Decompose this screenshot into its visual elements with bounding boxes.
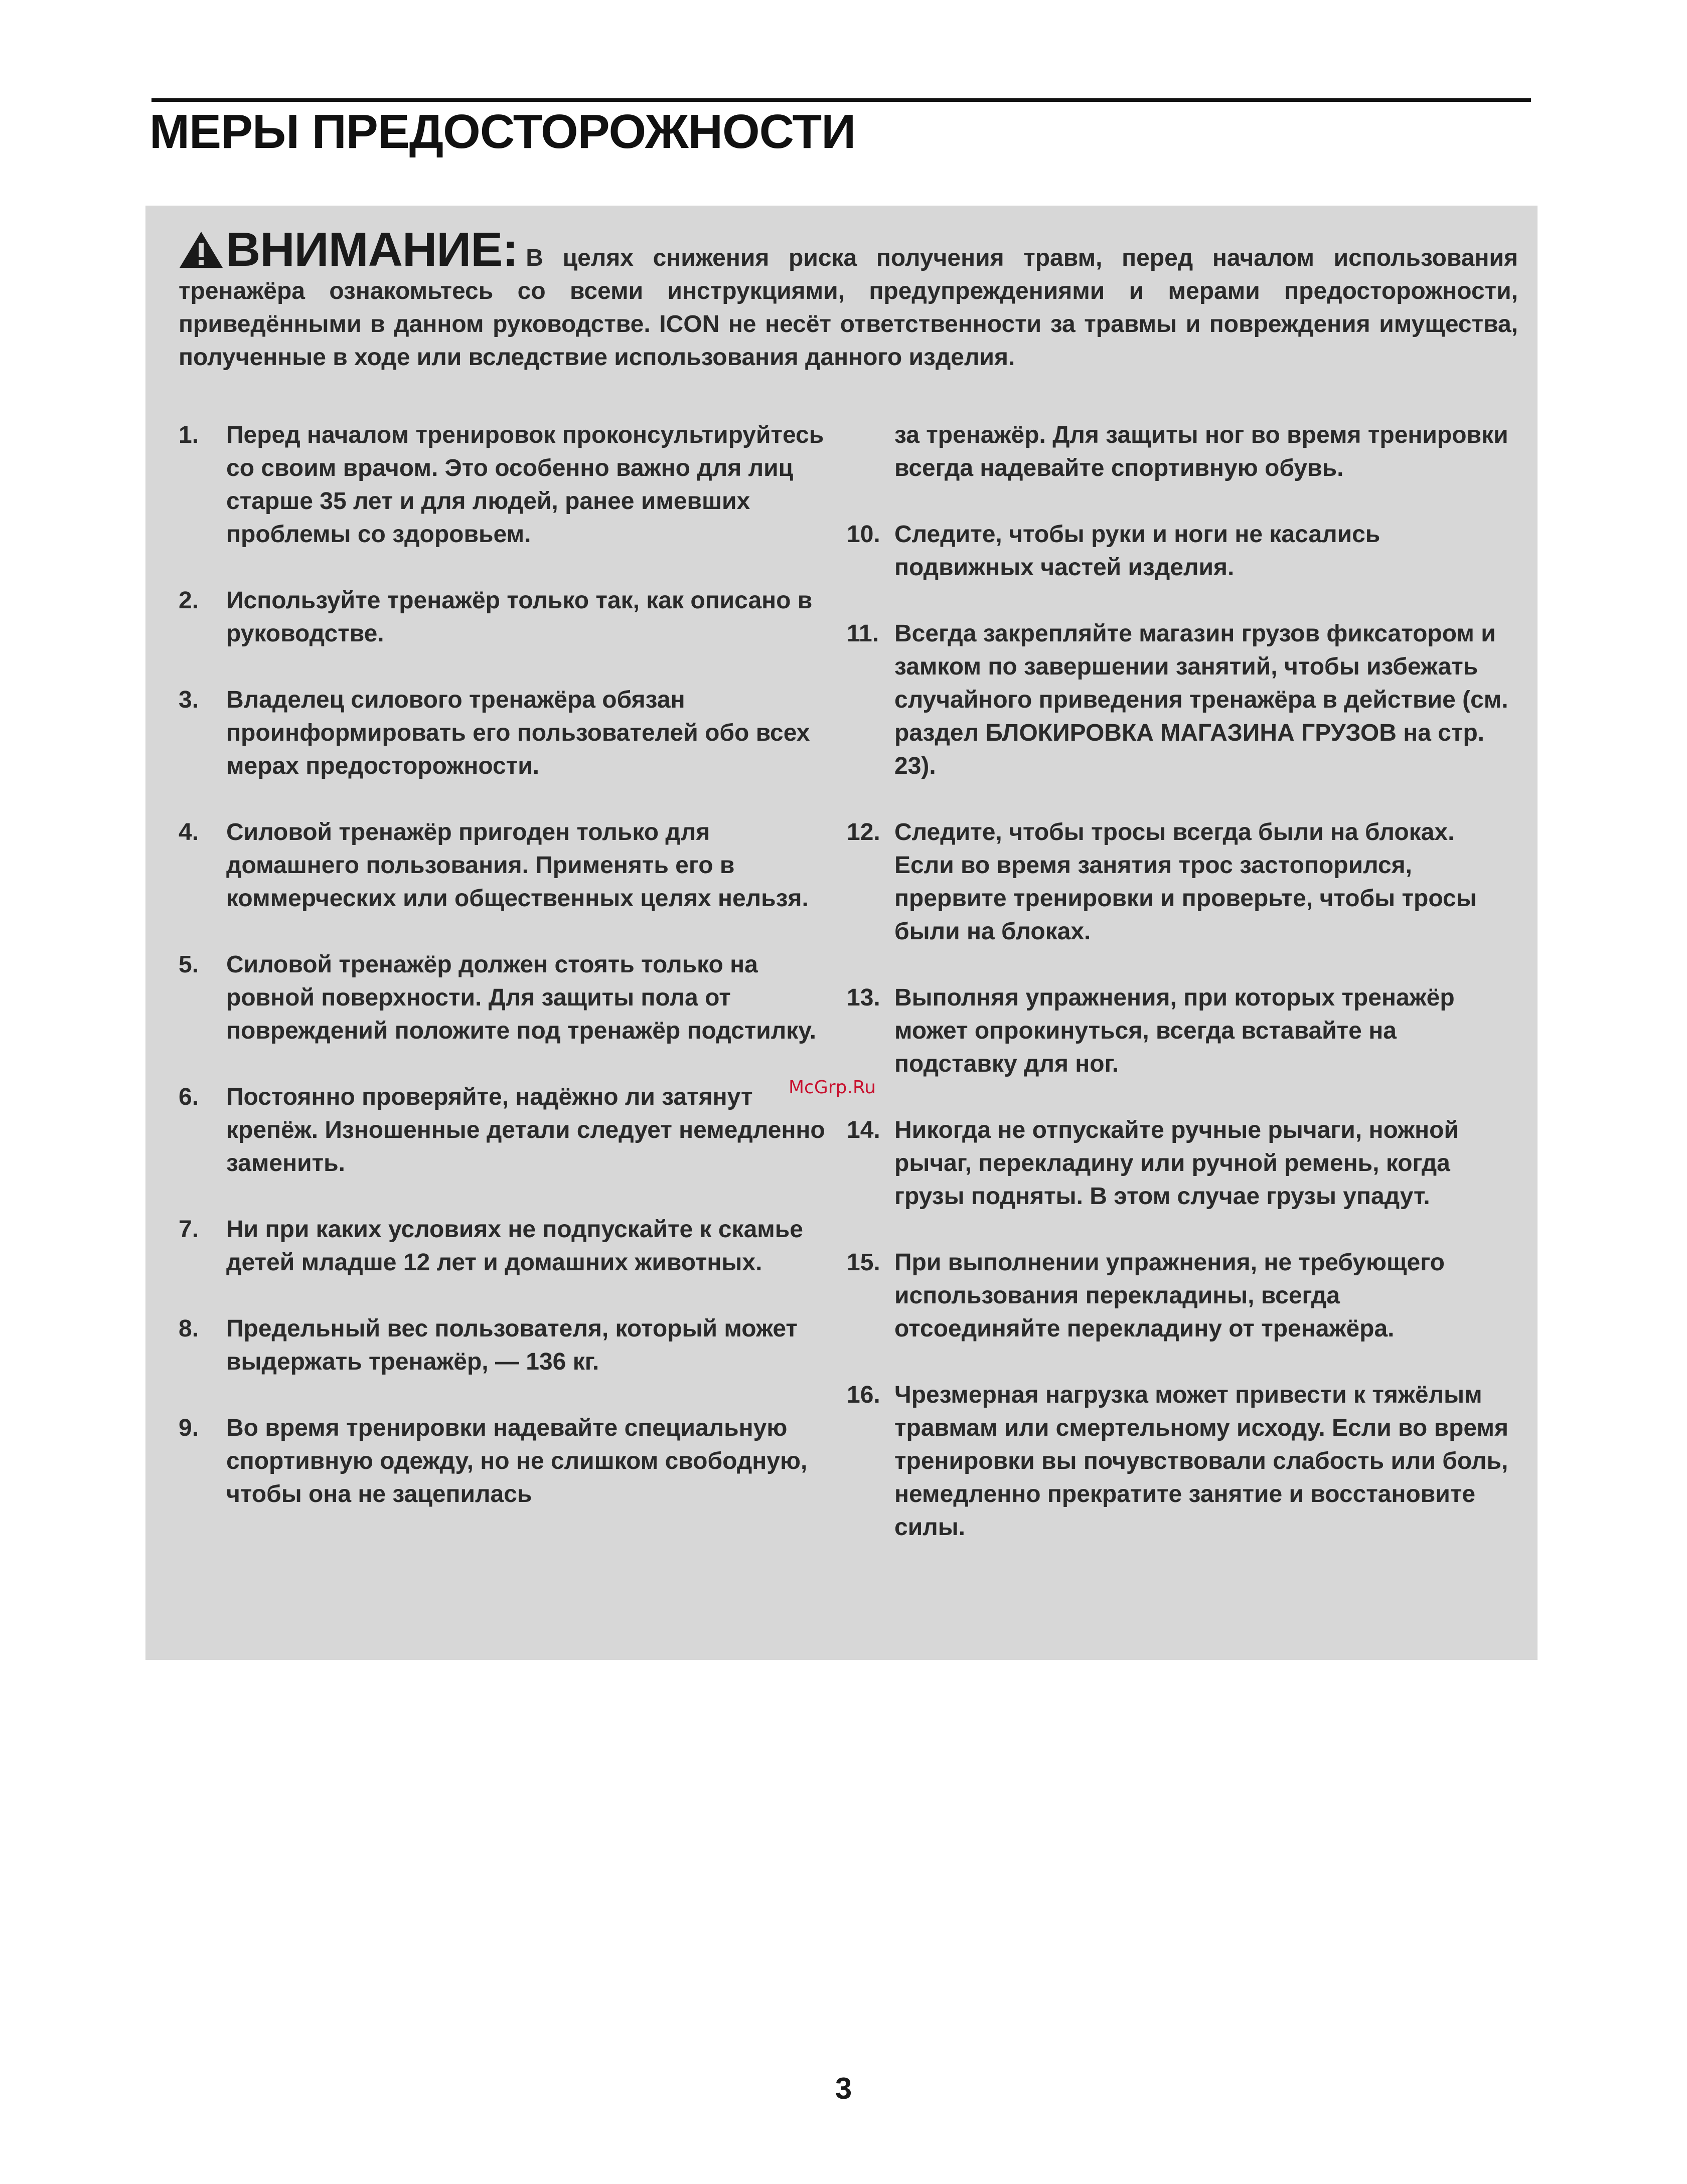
item-number: 3.: [179, 687, 199, 713]
item-number: 6.: [179, 1084, 199, 1110]
watermark: McGrp.Ru: [789, 1077, 876, 1098]
list-item: [847, 1114, 1509, 1213]
item-text: Постоянно проверяйте, надёжно ли затянут крепёж. Изношенные детали следует немедленно заменить.: [226, 1084, 825, 1177]
item-text: Используйте тренажёр только так, как описано в руководстве.: [226, 587, 813, 647]
item-text: Ни при каких условиях не подпускайте к скамье детей младше 12 лет и домашних животных.: [226, 1216, 803, 1276]
list-item: [847, 518, 1509, 584]
list-item: [179, 1213, 841, 1279]
item-number: 9.: [179, 1415, 199, 1441]
item-text: Чрезмерная нагрузка может привести к тяжёлым травмам или смертельному исходу. Если во время тренировки вы почувствовали слабость или боль, немедленно прекратите занятие и восстановите силы.: [894, 1382, 1508, 1541]
list-item: [179, 816, 841, 915]
item-number: 5.: [179, 951, 199, 978]
list-item: [847, 816, 1509, 948]
item-number: 14.: [847, 1117, 880, 1143]
item-text: Во время тренировки надевайте специальную спортивную одежду, но не слишком свободную, чтобы она не зацепилась: [226, 1415, 808, 1507]
item-number: 8.: [179, 1315, 199, 1342]
item-text: Выполняя упражнения, при которых тренажёр может опрокинуться, всегда вставайте на подставку для ног.: [894, 984, 1455, 1077]
list-item-continuation: за тренажёр. Для защиты ног во время тренировки всегда надевайте спортивную обувь.: [894, 422, 1508, 481]
item-text: Владелец силового тренажёра обязан проинформировать его пользователей обо всех мерах предосторожности.: [226, 687, 810, 779]
list-item: [179, 419, 841, 551]
left-column: [179, 419, 841, 1544]
list-item: [179, 584, 841, 650]
top-rule: [151, 98, 1531, 102]
item-text: Всегда закрепляйте магазин грузов фиксатором и замком по завершении занятий, чтобы избежать случайного приведения тренажёра в действие (см. раздел БЛОКИРОВКА МАГАЗИНА ГРУЗОВ на стр. 23).: [894, 620, 1508, 779]
list-item: [847, 1246, 1509, 1346]
item-text: Никогда не отпускайте ручные рычаги, ножной рычаг, перекладину или ручной ремень, когда грузы подняты. В этом случае грузы упадут.: [894, 1117, 1459, 1210]
warning-text: В целях снижения риска получения травм, перед началом использования тренажёра ознакомьтесь со всеми инструкциями, предупреждениями и мерами предосторожности, приведёнными в данном руководстве. ICON не несёт ответственности за травмы и повреждения имущества, полученные в ходе или вследствие использования данного изделия.: [179, 245, 1518, 371]
item-number: 12.: [847, 819, 880, 846]
item-text: При выполнении упражнения, не требующего использования перекладины, всегда отсоединяйте перекладину от тренажёра.: [894, 1249, 1445, 1342]
page-number: 3: [835, 2072, 852, 2105]
item-text: Предельный вес пользователя, который может выдержать тренажёр, — 136 кг.: [226, 1315, 798, 1375]
warning-block: [179, 223, 1518, 374]
right-column: [847, 419, 1509, 1577]
item-text: Следите, чтобы руки и ноги не касались подвижных частей изделия.: [894, 521, 1381, 581]
list-item: [847, 1379, 1509, 1544]
list-item: [179, 1312, 841, 1379]
list-item: [847, 617, 1509, 783]
page-title: МЕРЫ ПРЕДОСТОРОЖНОСТИ: [149, 105, 856, 158]
list-item: [179, 684, 841, 783]
item-text: Перед началом тренировок проконсультируйтесь со своим врачом. Это особенно важно для лиц старше 35 лет и для людей, ранее имевших проблемы со здоровьем.: [226, 422, 824, 548]
list-item: [847, 981, 1509, 1081]
item-number: 10.: [847, 521, 880, 548]
item-number: 16.: [847, 1382, 880, 1408]
warning-triangle-icon: [179, 231, 224, 269]
item-text: Силовой тренажёр должен стоять только на ровной поверхности. Для защиты пола от повреждений положите под тренажёр подстилку.: [226, 951, 817, 1044]
warning-panel: [145, 206, 1538, 1660]
item-text: Силовой тренажёр пригоден только для домашнего пользования. Применять его в коммерческих или общественных целях нельзя.: [226, 819, 809, 912]
list-item: [179, 1412, 841, 1511]
item-number: 4.: [179, 819, 199, 846]
list-item: [179, 1081, 841, 1180]
item-number: 7.: [179, 1216, 199, 1243]
item-text: Следите, чтобы тросы всегда были на блоках. Если во время занятия трос застопорился, прервите тренировки и проверьте, чтобы тросы были на блоках.: [894, 819, 1477, 945]
item-number: 13.: [847, 984, 880, 1011]
list-item: [179, 948, 841, 1048]
warning-heading: ВНИМАНИЕ:: [226, 223, 518, 276]
item-number: 15.: [847, 1249, 880, 1276]
item-number: 1.: [179, 422, 199, 448]
item-number: 2.: [179, 587, 199, 614]
item-number: 11.: [847, 620, 879, 647]
